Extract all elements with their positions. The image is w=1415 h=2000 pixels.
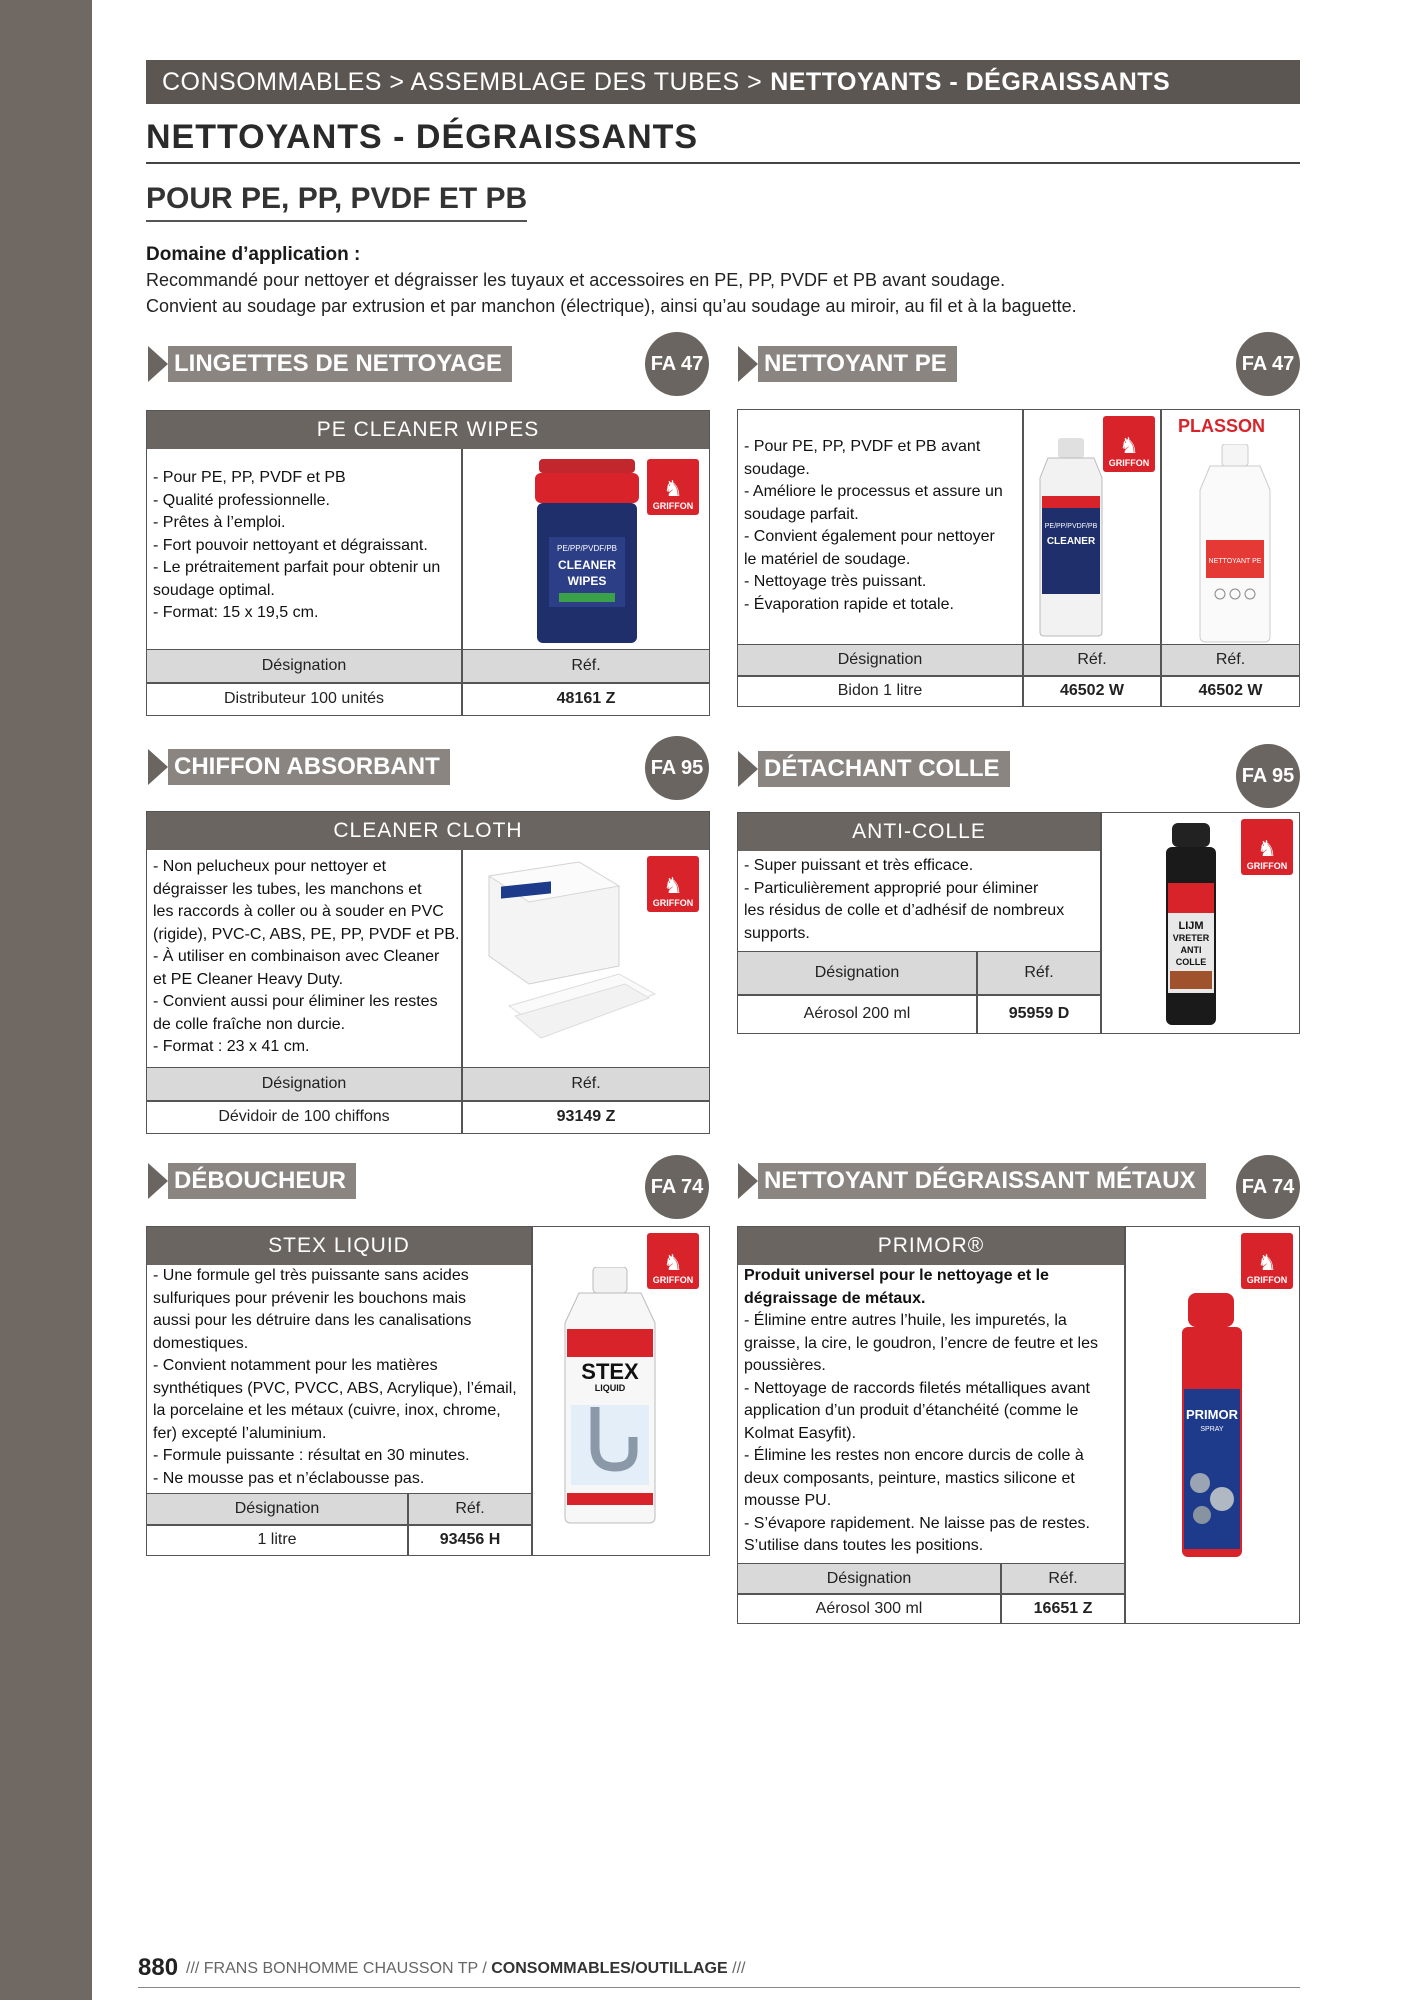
svg-text:WIPES: WIPES	[567, 574, 607, 588]
svg-text:ANTI: ANTI	[1180, 945, 1202, 955]
fa-badge: FA 47	[645, 332, 709, 396]
svg-text:SPRAY: SPRAY	[1200, 1426, 1224, 1433]
wipes-tub-image	[527, 459, 647, 649]
table-cell-designation: Dévidoir de 100 chiffons	[218, 1108, 390, 1125]
griffon-logo: ♞ GRIFFON	[1103, 416, 1155, 472]
anti-colle-aerosol-image	[1156, 823, 1226, 1029]
svg-text:COLLE: COLLE	[1175, 957, 1207, 967]
breadcrumb-current: NETTOYANTS - DÉGRAISSANTS	[770, 67, 1171, 96]
table-cell-ref: 46502 W	[1059, 682, 1125, 699]
section-heading-lingettes: LINGETTES DE NETTOYAGE	[148, 346, 512, 382]
svg-text:CLEANER: CLEANER	[557, 558, 617, 572]
product-box-nettoyant-pe	[737, 409, 1300, 707]
svg-text:PRIMOR: PRIMOR	[1186, 1407, 1238, 1422]
product-description: - Super puissant et très efficace. - Particulièrement approprié pour éliminer les résidus de colle et d’adhésif de nombreux supports.	[744, 857, 1065, 942]
product-box-metaux	[737, 1226, 1300, 1624]
product-name: PE CLEANER WIPES	[147, 411, 709, 449]
table-header-ref: Réf.	[978, 952, 1100, 994]
svg-text:CLEANER: CLEANER	[1046, 536, 1096, 547]
griffon-logo: ♞ GRIFFON	[647, 1233, 699, 1289]
section-heading-chiffon: CHIFFON ABSORBANT	[148, 749, 450, 785]
primor-aerosol-image	[1172, 1293, 1252, 1563]
domain-line: Convient au soudage par extrusion et par manchon (électrique), ainsi qu’au soudage au miroir, au fil et à la baguette.	[146, 296, 1077, 316]
product-name: CLEANER CLOTH	[147, 812, 709, 850]
footer-text: /// FRANS BONHOMME CHAUSSON TP / CONSOMMABLES/OUTILLAGE ///	[186, 1960, 746, 1977]
side-bar	[0, 0, 92, 2000]
griffon-logo: ♞ GRIFFON	[1241, 1233, 1293, 1289]
fa-badge: FA 74	[1236, 1155, 1300, 1219]
product-name: STEX LIQUID	[147, 1227, 531, 1265]
griffon-logo: ♞ GRIFFON	[647, 459, 699, 515]
table-cell-ref: 46502 W	[1198, 682, 1263, 699]
domain-label: Domaine d’application :	[146, 244, 361, 265]
table-header-ref: Réf.	[463, 1068, 709, 1100]
subtitle: POUR PE, PP, PVDF ET PB	[146, 182, 527, 222]
svg-text:STEX: STEX	[581, 1359, 639, 1384]
section-heading-nettoyant-pe: NETTOYANT PE	[738, 346, 957, 382]
page-title: NETTOYANTS - DÉGRAISSANTS	[146, 118, 1300, 164]
product-name: PRIMOR®	[738, 1227, 1124, 1265]
cleaner-cloth-image	[469, 856, 659, 1056]
table-cell-ref: 93149 Z	[556, 1108, 616, 1125]
breadcrumb	[146, 60, 1300, 104]
product-description: - Pour PE, PP, PVDF et PB - Qualité professionnelle. - Prêtes à l’emploi. - Fort pouvoir nettoyant et dégraissant. - Le prétraitement parfait pour obtenir un soudage optimal. - Format: 15 x 19,5 cm.	[153, 469, 441, 621]
product-description: - Pour PE, PP, PVDF et PB avant soudage. - Améliore le processus et assure un soudage parfait. - Convient également pour nettoyer le matériel de soudage. - Nettoyage très puissant. - Évaporation rapide et totale.	[744, 438, 1003, 613]
table-header-designation: Désignation	[147, 1068, 461, 1100]
table-cell-designation: 1 litre	[257, 1531, 297, 1548]
table-cell-ref: 48161 Z	[556, 690, 616, 707]
section-heading-metaux: NETTOYANT DÉGRAISSANT MÉTAUX	[738, 1163, 1206, 1199]
stex-liquid-bottle-image	[555, 1267, 665, 1527]
fa-badge: FA 95	[1236, 744, 1300, 808]
fa-badge: FA 95	[645, 736, 709, 800]
section-heading-deboucheur: DÉBOUCHEUR	[148, 1163, 356, 1199]
table-header-ref: Réf.	[1162, 645, 1299, 675]
table-cell-designation: Aérosol 200 ml	[803, 1005, 911, 1022]
griffon-logo: ♞ GRIFFON	[1241, 819, 1293, 875]
table-header-ref: Réf.	[1024, 645, 1160, 675]
svg-text:PE/PP/PVDF/PB: PE/PP/PVDF/PB	[556, 544, 618, 553]
fa-badge: FA 74	[645, 1155, 709, 1219]
page-number: 880	[138, 1954, 179, 1981]
footer-divider	[138, 1987, 1300, 1988]
table-header-designation: Désignation	[147, 650, 461, 682]
product-box-deboucheur	[146, 1226, 710, 1556]
product-description: Produit universel pour le nettoyage et le dégraissage de métaux. - Élimine entre autres l’huile, les impuretés, la graisse, la cire, le goudron, l’encre de feutre et les poussières. - Nettoyage de raccords filetés métalliques avant application d’un produit d’étanchéité (comme le Kolmat Easyfit). - Élimine les restes non encore durcis de colle à deux composants, peinture, mastics silicone et mousse PU. - S’évapore rapidement. Ne laisse pas de restes. S’utilise dans toutes les positions.	[744, 1267, 1098, 1554]
table-header-designation: Désignation	[738, 645, 1022, 675]
svg-text:LIJM: LIJM	[1178, 920, 1204, 932]
product-box-detachant	[737, 812, 1300, 1034]
table-cell-designation: Bidon 1 litre	[837, 682, 923, 699]
svg-text:LIQUID: LIQUID	[594, 1383, 626, 1393]
svg-text:NETTOYANT PE: NETTOYANT PE	[1208, 558, 1262, 565]
table-cell-designation: Distributeur 100 unités	[223, 690, 385, 707]
fa-badge: FA 47	[1236, 332, 1300, 396]
table-cell-ref: 93456 H	[439, 1531, 501, 1548]
plasson-bottle-image	[1190, 444, 1280, 644]
svg-text:VRETER: VRETER	[1172, 933, 1210, 943]
plasson-logo: PLASSON	[1178, 416, 1266, 436]
table-header-ref: Réf.	[1002, 1564, 1124, 1593]
table-header-ref: Réf.	[463, 650, 709, 682]
svg-text:PE/PP/PVDF/PB: PE/PP/PVDF/PB	[1044, 523, 1098, 530]
table-header-designation: Désignation	[147, 1494, 407, 1524]
table-header-designation: Désignation	[738, 1564, 1000, 1593]
table-cell-ref: 16651 Z	[1033, 1599, 1093, 1617]
table-header-designation: Désignation	[738, 952, 976, 994]
breadcrumb-path: CONSOMMABLES > ASSEMBLAGE DES TUBES >	[162, 67, 763, 96]
domain-line: Recommandé pour nettoyer et dégraisser les tuyaux et accessoires en PE, PP, PVDF et PB avant soudage.	[146, 270, 1006, 290]
table-cell-designation: Aérosol 300 ml	[815, 1599, 923, 1617]
product-description: - Non pelucheux pour nettoyer et dégraisser les tubes, les manchons et les raccords à coller ou à souder en PVC (rigide), PVC-C, ABS, PE, PP, PVDF et PB. - À utiliser en combinaison avec Cleaner et PE Cleaner Heavy Duty. - Convient aussi pour éliminer les restes de colle fraîche non durcie. - Format : 23 x 41 cm.	[153, 858, 460, 1055]
table-cell-ref: 95959 D	[1008, 1005, 1070, 1022]
product-box-chiffon	[146, 811, 710, 1134]
product-name: ANTI-COLLE	[738, 813, 1100, 851]
griffon-logo: ♞ GRIFFON	[647, 856, 699, 912]
section-heading-detachant: DÉTACHANT COLLE	[738, 751, 1010, 787]
product-box-lingettes	[146, 410, 710, 716]
table-header-ref: Réf.	[409, 1494, 531, 1524]
cleaner-bottle-image	[1030, 438, 1112, 638]
product-description: - Une formule gel très puissante sans acides sulfuriques pour prévenir les bouchons mais aussi pour les détruire dans les canalisations domestiques. - Convient notamment pour les matières synthétiques (PVC, PVCC, ABS, Acrylique), l’émail, la porcelaine et les métaux (cuivre, inox, chrome, fer) excepté l’aluminium. - Formule puissante : résultat en 30 minutes. - Ne mousse pas et n’éclabousse pas.	[153, 1267, 517, 1487]
